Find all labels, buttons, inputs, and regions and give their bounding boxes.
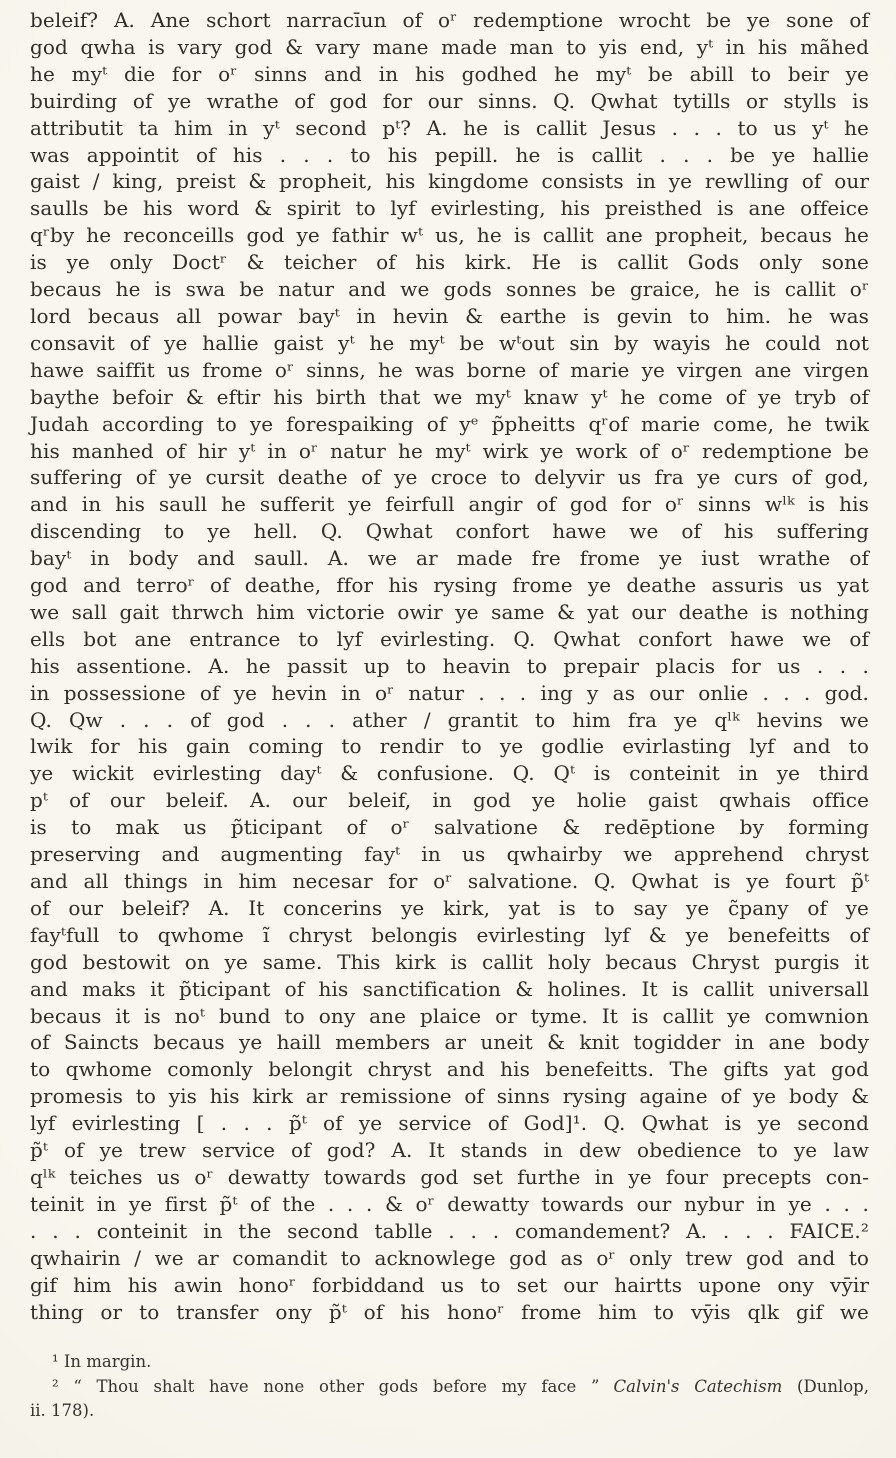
text-line: pᵗ of our beleif. A. our beleif, in god ye holie gaist qwhais office <box>30 788 869 813</box>
text-line: qwhairin / we ar comandit to acknowlege god as oʳ only trew god and to <box>30 1245 869 1270</box>
text-line: Judah according to ye forespaiking of yᵉ p̃pheitts qʳof marie come, he twik <box>30 411 869 436</box>
text-line: we sall gait thrwch him victorie owir ye same & yat our deathe is nothing <box>30 599 869 624</box>
text-line: was appointit of his . . . to his pepill. he is callit . . . be ye hallie <box>30 142 869 167</box>
text-line: gaist / king, preist & propheit, his kingdome consists in ye rewlling of our <box>30 169 869 194</box>
footnote-2-tail: (Dunlop, <box>782 1376 869 1396</box>
text-line: and in his saull he sufferit ye feirfull angir of god for oʳ sinns wˡᵏ is his <box>30 492 869 517</box>
footnotes-section <box>30 1350 869 1424</box>
text-line: lwik for his gain coming to rendir to ye godlie evirlasting lyf and to <box>30 734 869 759</box>
text-line: fayᵗfull to qwhome ĩ chryst belongis evirlesting lyf & ye benefeitts of <box>30 922 869 947</box>
text-line: lyf evirlesting [ . . . p̃ᵗ of ye service of God]¹. Q. Qwhat is ye second <box>30 1111 869 1136</box>
text-line: ye wickit evirlesting dayᵗ & confusione. Q. Qᵗ is conteinit in ye third <box>30 761 869 786</box>
text-line: his manhed of hir yᵗ in oʳ natur he myᵗ wirk ye work of oʳ redemptione be <box>30 438 869 463</box>
footnote-1: ¹ In margin. <box>52 1352 152 1372</box>
text-line: Q. Qw . . . of god . . . ather / grantit to him fra ye qˡᵏ hevins we <box>30 707 869 732</box>
footnote-2 <box>30 1375 869 1400</box>
text-line: lord becaus all powar bayᵗ in hevin & earthe is gevin to him. he was <box>30 303 869 328</box>
text-line: of our beleif? A. It concerins ye kirk, yat is to say ye c̃pany of ye <box>30 895 869 920</box>
text-line: preserving and augmenting fayᵗ in us qwhairby we apprehend chryst <box>30 842 869 867</box>
text-line: ells bot ane entrance to lyf evirlesting. Q. Qwhat confort hawe we of <box>30 626 869 651</box>
text-line: god bestowit on ye same. This kirk is callit holy becaus Chryst purgis it <box>30 949 869 974</box>
text-line: to qwhome comonly belongit chryst and his benefeitts. The gifts yat god <box>30 1057 869 1082</box>
text-line: becaus it is noᵗ bund to ony ane plaice or tyme. It is callit ye comwnion <box>30 1003 869 1028</box>
text-line: buirding of ye wrathe of god for our sinns. Q. Qwhat tytills or stylls is <box>30 88 869 113</box>
text-line: discending to ye hell. Q. Qwhat confort hawe we of his suffering <box>30 519 869 544</box>
text-line: bayᵗ in body and saull. A. we ar made fre frome ye iust wrathe of <box>30 546 869 571</box>
text-line: baythe befoir & eftir his birth that we myᵗ knaw yᵗ he come of ye tryb of <box>30 384 869 409</box>
footnote-2-continuation: ii. 178). <box>30 1401 95 1421</box>
text-line: is to mak us p̃ticipant of oʳ salvatione & redēptione by forming <box>30 815 869 840</box>
text-line: qˡᵏ teiches us oʳ dewatty towards god set furthe in ye four precepts con- <box>30 1164 869 1189</box>
text-line: consavit of ye hallie gaist yᵗ he myᵗ be wᵗout sin by wayis he could not <box>30 330 869 355</box>
text-line: in possessione of ye hevin in oʳ natur . . . ing y as our onlie . . . god. <box>30 680 869 705</box>
text-line: teinit in ye first p̃ᵗ of the . . . & oʳ dewatty towards our nybur in ye . . . <box>30 1191 869 1216</box>
text-line: is ye only Doctʳ & teicher of his kirk. He is callit Gods only sone <box>30 250 869 275</box>
text-line: of Saincts becaus ye haill members ar uneit & knit togidder in ane body <box>30 1030 869 1055</box>
text-line: saulls be his word & spirit to lyf evirlesting, his preisthed is ane offeice <box>30 196 869 221</box>
text-line: qʳby he reconceills god ye fathir wᵗ us, he is callit ane propheit, becaus he <box>30 223 869 248</box>
footnote-2-work-title: Calvin's Catechism <box>613 1376 783 1396</box>
text-line: promesis to yis his kirk ar remissione of sinns rysing againe of ye body & <box>30 1084 869 1109</box>
text-line: suffering of ye cursit deathe of ye croce to delyvir us fra ye curs of god, <box>30 465 869 490</box>
text-line: attributit ta him in yᵗ second pᵗ? A. he is callit Jesus . . . to us yᵗ he <box>30 115 869 140</box>
footnote-2-quote: ² “ Thou shalt have none other gods before my face ” <box>52 1376 600 1396</box>
text-line: thing or to transfer ony p̃ᵗ of his honoʳ frome him to vȳis qlk gif we <box>30 1299 869 1324</box>
text-line: and all things in him necesar for oʳ salvatione. Q. Qwhat is ye fourt p̃ᵗ <box>30 869 869 893</box>
text-line: he myᵗ die for oʳ sinns and in his godhed he myᵗ be abill to beir ye <box>30 61 869 86</box>
text-line: god qwha is vary god & vary mane made man to yis end, yᵗ in his mãhed <box>30 34 869 59</box>
main-text <box>30 7 869 1325</box>
text-line: . . . conteinit in the second tablle . . . comandement? A. . . . FAICE.² <box>30 1218 869 1243</box>
text-line: gif him his awin honoʳ forbiddand us to set our hairtts upone ony vȳir <box>30 1272 869 1297</box>
text-line: p̃ᵗ of ye trew service of god? A. It stands in dew obedience to ye law <box>30 1138 869 1163</box>
text-line: and maks it p̃ticipant of his sanctification & holines. It is callit universall <box>30 976 869 1001</box>
text-line: becaus he is swa be natur and we gods sonnes be graice, he is callit oʳ <box>30 277 869 302</box>
text-line: god and terroʳ of deathe, ffor his rysing frome ye deathe assuris us yat <box>30 573 869 598</box>
text-line: his assentione. A. he passit up to heavin to prepair placis for us . . . <box>30 653 869 678</box>
text-line: beleif? A. Ane schort narracīun of oʳ redemptione wrocht be ye sone of <box>30 8 869 32</box>
text-line: hawe saiffit us frome oʳ sinns, he was borne of marie ye virgen ane virgen <box>30 357 869 382</box>
